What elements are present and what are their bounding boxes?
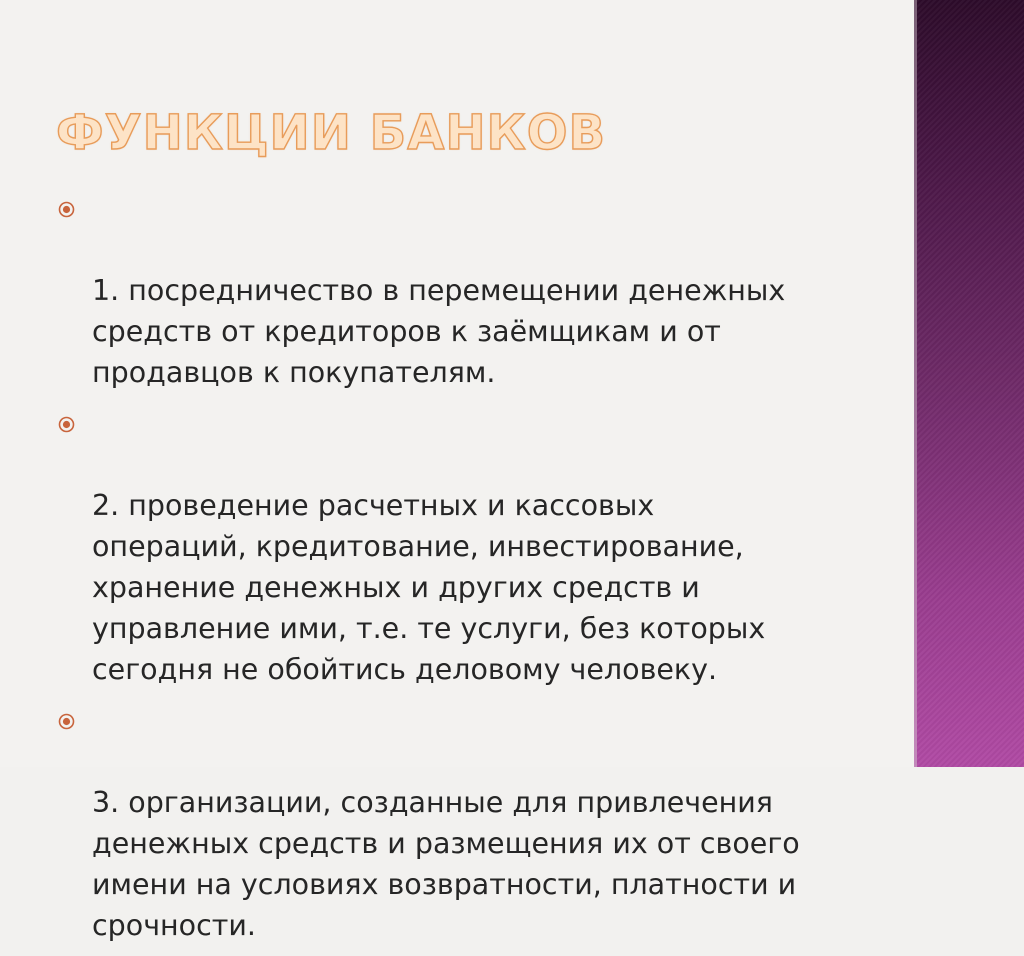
decorative-side-band: [914, 0, 1024, 767]
side-band-texture: [917, 0, 1024, 767]
list-item: [58, 188, 848, 393]
bullet-text: 1. посредничество в перемещении денежных средств от кредиторов к заёмщикам и от продавцов к покупателям.: [92, 274, 786, 389]
bullet-text: 2. проведение расчетных и кассовых операций, кредитование, инвестирование, хранение денежных и других средств и управление ими, т.е. те услуги, без которых сегодня не обойтись деловому человеку.: [92, 489, 766, 686]
slide-title: ФУНКЦИИ БАНКОВ: [56, 105, 607, 161]
bullet-list: [58, 188, 848, 956]
bullet-text: 3. организации, созданные для привлечения денежных средств и размещения их от своего имени на условиях возвратности, платности и срочности.: [92, 786, 800, 942]
list-item: [58, 403, 848, 690]
circle-dot-icon: [58, 201, 75, 218]
circle-dot-icon: [58, 713, 75, 730]
list-item: [58, 700, 848, 946]
circle-dot-icon: [58, 416, 75, 433]
